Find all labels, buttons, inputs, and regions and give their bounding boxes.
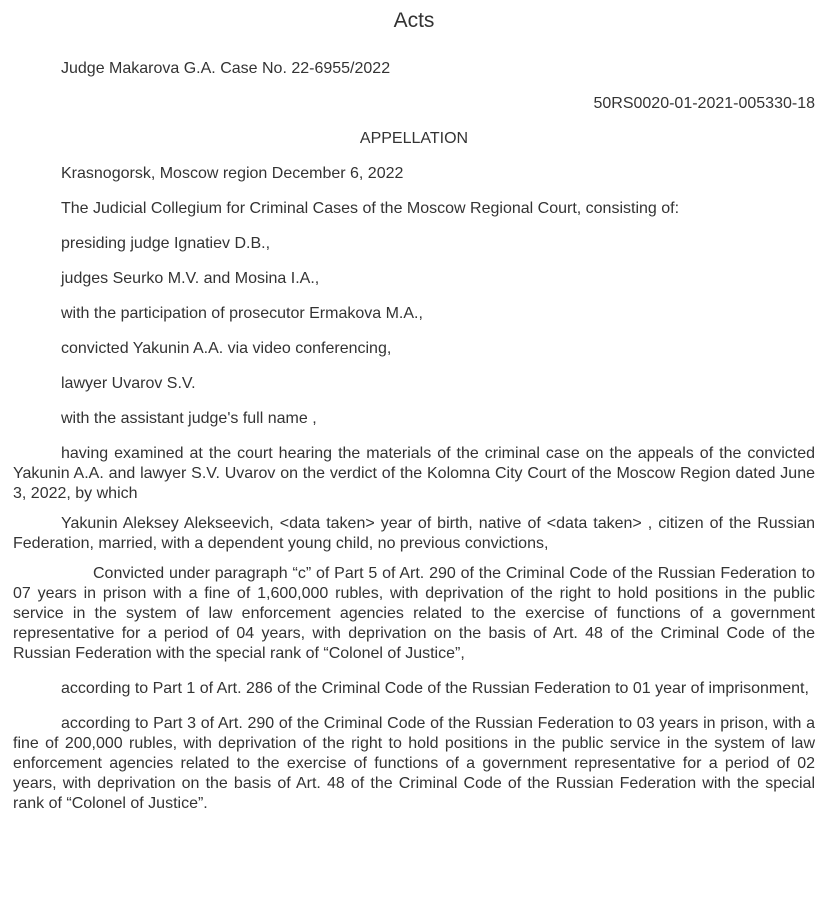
- paragraph-art-286: [13, 679, 815, 699]
- paragraph-examined-text: having examined at the court hearing the materials of the criminal case on the appeals of the convicted Yakunin A.A. and lawyer S.V. Uvarov on the verdict of the Kolomna City Court of the Moscow Region dated June 3, 2022, by which: [13, 445, 815, 502]
- collegium-line: The Judicial Collegium for Criminal Cases of the Moscow Regional Court, consisting of:: [61, 200, 680, 217]
- case-id: 50RS0020-01-2021-005330-18: [593, 95, 815, 112]
- lawyer-line: lawyer Uvarov S.V.: [61, 375, 196, 392]
- judges-line: judges Seurko M.V. and Mosina I.A.,: [61, 270, 320, 287]
- paragraph-art-290-3: [13, 714, 815, 814]
- paragraph-defendant-text: Yakunin Aleksey Alekseevich, <data taken> year of birth, native of <data taken> , citizen of the Russian Federation, married, with a dependent young child, no previous convictions,: [13, 515, 815, 552]
- convicted-line: convicted Yakunin A.A. via video conferencing,: [61, 340, 392, 357]
- presiding-judge: presiding judge Ignatiev D.B.,: [61, 235, 271, 252]
- paragraph-examined: [13, 444, 815, 504]
- paragraph-art-286-text: according to Part 1 of Art. 286 of the Criminal Code of the Russian Federation to 01 year of imprisonment,: [61, 680, 809, 697]
- page-title: Acts: [393, 9, 435, 32]
- prosecutor-line: with the participation of prosecutor Ermakova M.A.,: [61, 305, 423, 322]
- place-date: Krasnogorsk, Moscow region December 6, 2022: [61, 165, 404, 182]
- paragraph-convicted-text: Convicted under paragraph “c” of Part 5 of Art. 290 of the Criminal Code of the Russian Federation to 07 years in prison with a fine of 1,600,000 rubles, with deprivation of the right to hold positions in the public service in the system of law enforcement agencies related to the exercise of functions of a government representative for a period of 04 years, with deprivation on the basis of Art. 48 of the Criminal Code of the Russian Federation with the special rank of “Colonel of Justice”,: [13, 565, 815, 662]
- assistant-line: with the assistant judge's full name ,: [61, 410, 317, 427]
- document-type: APPELLATION: [359, 130, 469, 147]
- judge-case-line: Judge Makarova G.A. Case No. 22-6955/2022: [61, 60, 391, 77]
- paragraph-art-290-3-text: according to Part 3 of Art. 290 of the Criminal Code of the Russian Federation to 03 years in prison, with a fine of 200,000 rubles, with deprivation of the right to hold positions in the public service in the system of law enforcement agencies related to the exercise of functions of a government representative for a period of 02 years, with deprivation on the basis of Art. 48 of the Criminal Code of the Russian Federation with the special rank of “Colonel of Justice”.: [13, 715, 815, 812]
- paragraph-defendant: [13, 514, 815, 554]
- paragraph-convicted: [13, 564, 815, 664]
